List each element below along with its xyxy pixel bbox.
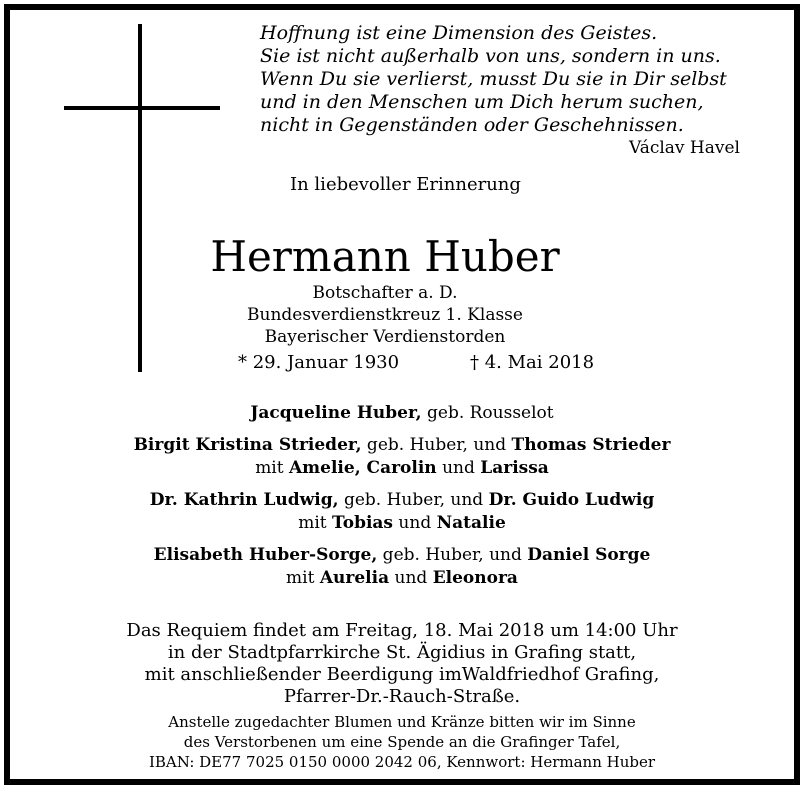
family-note: und bbox=[436, 458, 481, 478]
family-member-name: Natalie bbox=[436, 513, 506, 533]
family-member-name: Tobias bbox=[332, 513, 394, 533]
family-note: mit bbox=[286, 568, 320, 588]
family-line bbox=[10, 434, 794, 457]
family-list bbox=[10, 402, 794, 599]
family-note: geb. Huber, und bbox=[338, 490, 489, 510]
quote-line: Hoffnung ist eine Dimension des Geistes. bbox=[260, 22, 658, 44]
cross-horizontal-bar bbox=[64, 106, 220, 110]
donation-line: des Verstorbenen um eine Spende an die Grafinger Tafel, bbox=[183, 733, 621, 751]
cross-vertical-bar bbox=[138, 24, 142, 372]
title-line: Bundesverdienstkreuz 1. Klasse bbox=[247, 305, 523, 325]
title-line: Botschafter a. D. bbox=[312, 283, 458, 303]
service-line: in der Stadtpfarrkirche St. Ägidius in Grafing statt, bbox=[167, 642, 637, 663]
quote-line: Sie ist nicht außerhalb von uns, sondern in uns. bbox=[260, 45, 721, 67]
intro-text: In liebevoller Erinnerung bbox=[290, 174, 521, 195]
family-member-name: Birgit Kristina Strieder, bbox=[133, 435, 362, 455]
service-line: Das Requiem findet am Freitag, 18. Mai 2018 um 14:00 Uhr bbox=[126, 620, 678, 641]
quote-line: Wenn Du sie verlierst, musst Du sie in Dir selbst bbox=[260, 68, 727, 90]
family-group bbox=[10, 489, 794, 535]
service-info bbox=[10, 620, 794, 708]
donation-line: Anstelle zugedachter Blumen und Kränze bitten wir im Sinne bbox=[168, 713, 636, 731]
service-line: Pfarrer-Dr.-Rauch-Straße. bbox=[283, 686, 521, 707]
deceased-name: Hermann Huber bbox=[210, 232, 560, 281]
family-children-line bbox=[10, 457, 794, 480]
family-note: geb. Rousselot bbox=[421, 403, 554, 423]
family-note: mit bbox=[255, 458, 289, 478]
quote-line: und in den Menschen um Dich herum suchen, bbox=[260, 91, 704, 113]
family-group bbox=[10, 402, 794, 425]
obituary-notice bbox=[4, 4, 800, 785]
deceased-titles bbox=[160, 282, 610, 348]
family-line bbox=[10, 544, 794, 567]
family-member-name: Amelie, Carolin bbox=[288, 458, 437, 478]
family-group bbox=[10, 434, 794, 480]
family-note: mit bbox=[298, 513, 333, 533]
family-member-name: Larissa bbox=[480, 458, 549, 478]
quote-line: nicht in Gegenständen oder Geschehnissen. bbox=[260, 114, 684, 136]
family-note: geb. Huber, und bbox=[377, 545, 528, 565]
title-line: Bayerischer Verdienstorden bbox=[264, 327, 506, 347]
family-note: und bbox=[393, 513, 437, 533]
family-member-name: Jacqueline Huber, bbox=[250, 403, 422, 423]
family-children-line bbox=[10, 512, 794, 535]
donation-line: IBAN: DE77 7025 0150 0000 2042 06, Kennwort: Hermann Huber bbox=[148, 753, 656, 771]
family-member-name: Daniel Sorge bbox=[527, 545, 651, 565]
family-group bbox=[10, 544, 794, 590]
family-member-name: Thomas Strieder bbox=[511, 435, 671, 455]
donation-info bbox=[10, 712, 794, 772]
death-date: † 4. Mai 2018 bbox=[470, 352, 595, 373]
family-member-name: Aurelia bbox=[319, 568, 390, 588]
family-children-line bbox=[10, 567, 794, 590]
family-member-name: Elisabeth Huber-Sorge, bbox=[153, 545, 378, 565]
family-note: und bbox=[389, 568, 433, 588]
family-member-name: Eleonora bbox=[432, 568, 518, 588]
service-line: mit anschließender Beerdigung imWaldfriedhof Grafing, bbox=[144, 664, 660, 685]
family-line bbox=[10, 489, 794, 512]
family-note: geb. Huber, und bbox=[361, 435, 512, 455]
quote-block bbox=[260, 22, 740, 160]
quote-author: Václav Havel bbox=[628, 138, 740, 158]
family-member-name: Dr. Guido Ludwig bbox=[488, 490, 655, 510]
family-member-name: Dr. Kathrin Ludwig, bbox=[149, 490, 339, 510]
birth-date: * 29. Januar 1930 bbox=[238, 352, 400, 373]
family-line bbox=[10, 402, 794, 425]
